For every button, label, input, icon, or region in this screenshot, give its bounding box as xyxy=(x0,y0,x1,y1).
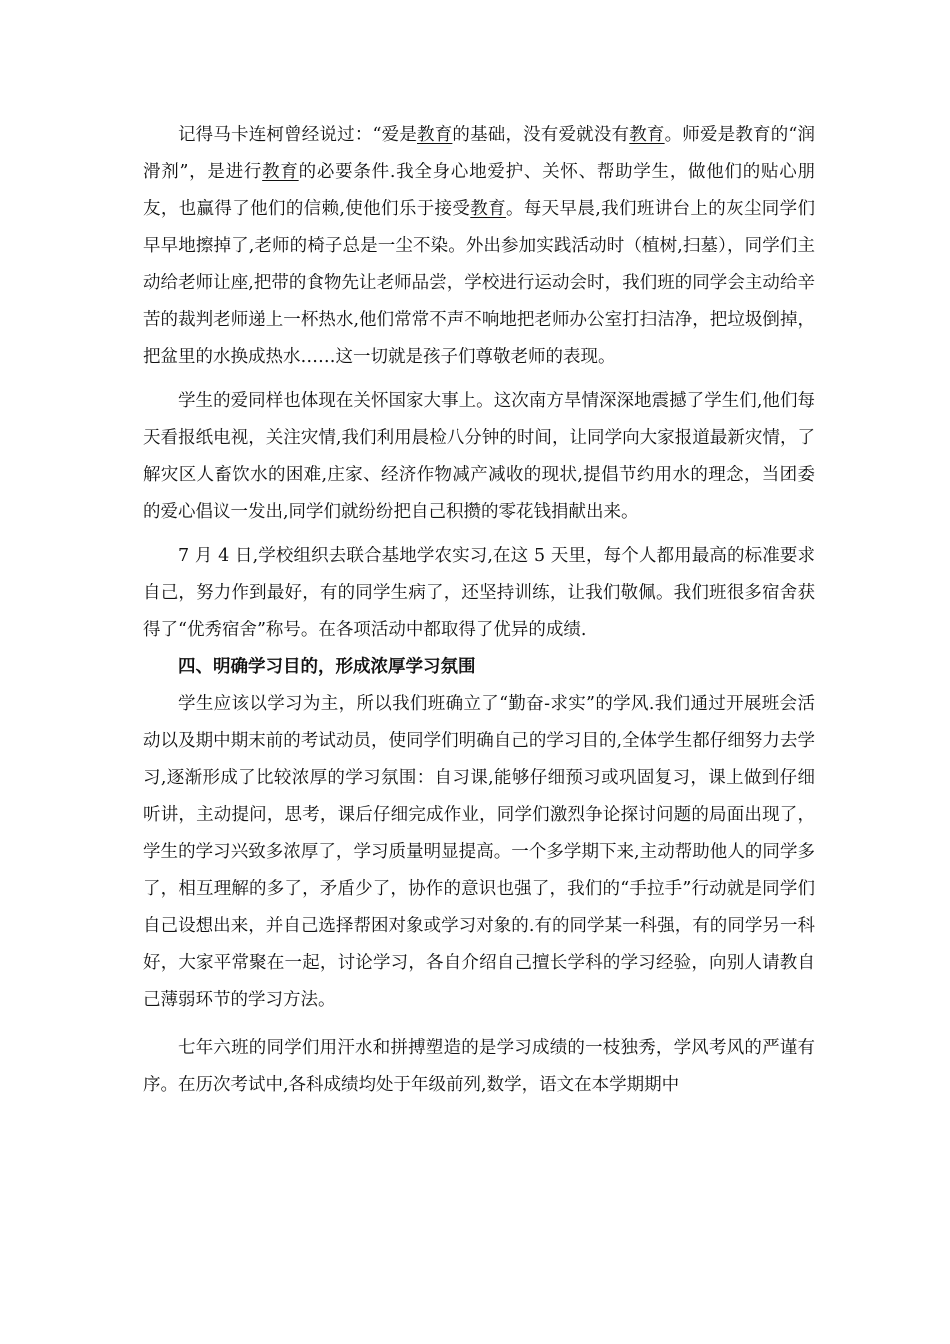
document-body xyxy=(143,117,815,1104)
paragraph-teacher-love xyxy=(143,117,815,376)
text-segment: 的必要条件.我全身心地爱护、关怀、帮助学生，做他们的贴心朋友，也赢得了他们的信赖,使他们乐于接受 xyxy=(143,162,816,219)
text-segment: 。每天早晨,我们班讲台上的灰尘同学们早早地擦掉了,老师的椅子总是一尘不染。外出参加实践活动时（植树,扫墓），同学们主动给老师让座,把带的食物先让老师品尝，学校进行运动会时，我们班的同学会主动给辛苦的裁判老师递上一杯热水,他们常常不声不响地把老师办公室打扫洁净，把垃圾倒掉，把盆里的水换成热水……这一切就是孩子们尊敬老师的表现。 xyxy=(143,199,816,367)
text-segment: 的基础，没有爱就没有 xyxy=(452,125,630,145)
paragraph-national-affairs: 学生的爱同样也体现在关怀国家大事上。这次南方旱情深深地震撼了学生们,他们每天看报纸电视，关注灾情,我们利用晨检八分钟的时间，让同学向大家报道最新灾情，了解灾区人畜饮水的困难,庄家、经济作物减产减收的现状,提倡节约用水的理念，当团委的爱心倡议一发出,同学们就纷纷把自己积攒的零花钱捐献出来。 xyxy=(143,391,815,522)
text-segment: 。师爱是教育的“润滑剂”，是进行 xyxy=(143,125,816,182)
section-heading: 四、明确学习目的，形成浓厚学习氛围 xyxy=(178,657,476,677)
education-link[interactable]: 教育 xyxy=(262,162,299,182)
text-segment: 记得马卡连柯曾经说过：“爱是 xyxy=(178,125,418,145)
paragraph-farm-practice: 7 月 4 日,学校组织去联合基地学农实习,在这 5 天里，每个人都用最高的标准要求自己，努力作到最好，有的同学生病了，还坚持训练，让我们敬佩。我们班很多宿舍获得了“优秀宿舍”称号。在各项活动中都取得了优异的成绩. xyxy=(143,546,815,640)
education-link[interactable]: 教育 xyxy=(470,199,506,219)
education-link[interactable]: 教育 xyxy=(417,125,453,145)
education-link[interactable]: 教育 xyxy=(629,125,665,145)
paragraph-class-achievement: 七年六班的同学们用汗水和拼搏塑造的是学习成绩的一枝独秀，学风考风的严谨有序。在历次考试中,各科成绩均处于年级前列,数学，语文在本学期期中 xyxy=(143,1038,815,1095)
paragraph-study-atmosphere: 学生应该以学习为主，所以我们班确立了“勤奋-求实”的学风.我们通过开展班会活动以及期中期末前的考试动员，使同学们明确自己的学习目的,全体学生都仔细努力去学习,逐渐形成了比较浓厚的学习氛围：自习课,能够仔细预习或巩固复习，课上做到仔细听讲，主动提问，思考，课后仔细完成作业，同学们激烈争论探讨问题的局面出现了，学生的学习兴致多浓厚了，学习质量明显提高。一个多学期下来,主动帮助他人的同学多了，相互理解的多了，矛盾少了，协作的意识也强了，我们的“手拉手”行动就是同学们自己设想出来，并自己选择帮困对象或学习对象的.有的同学某一科强，有的同学另一科好，大家平常聚在一起，讨论学习，各自介绍自己擅长学科的学习经验，向别人请教自己薄弱环节的学习方法。 xyxy=(143,694,815,1010)
